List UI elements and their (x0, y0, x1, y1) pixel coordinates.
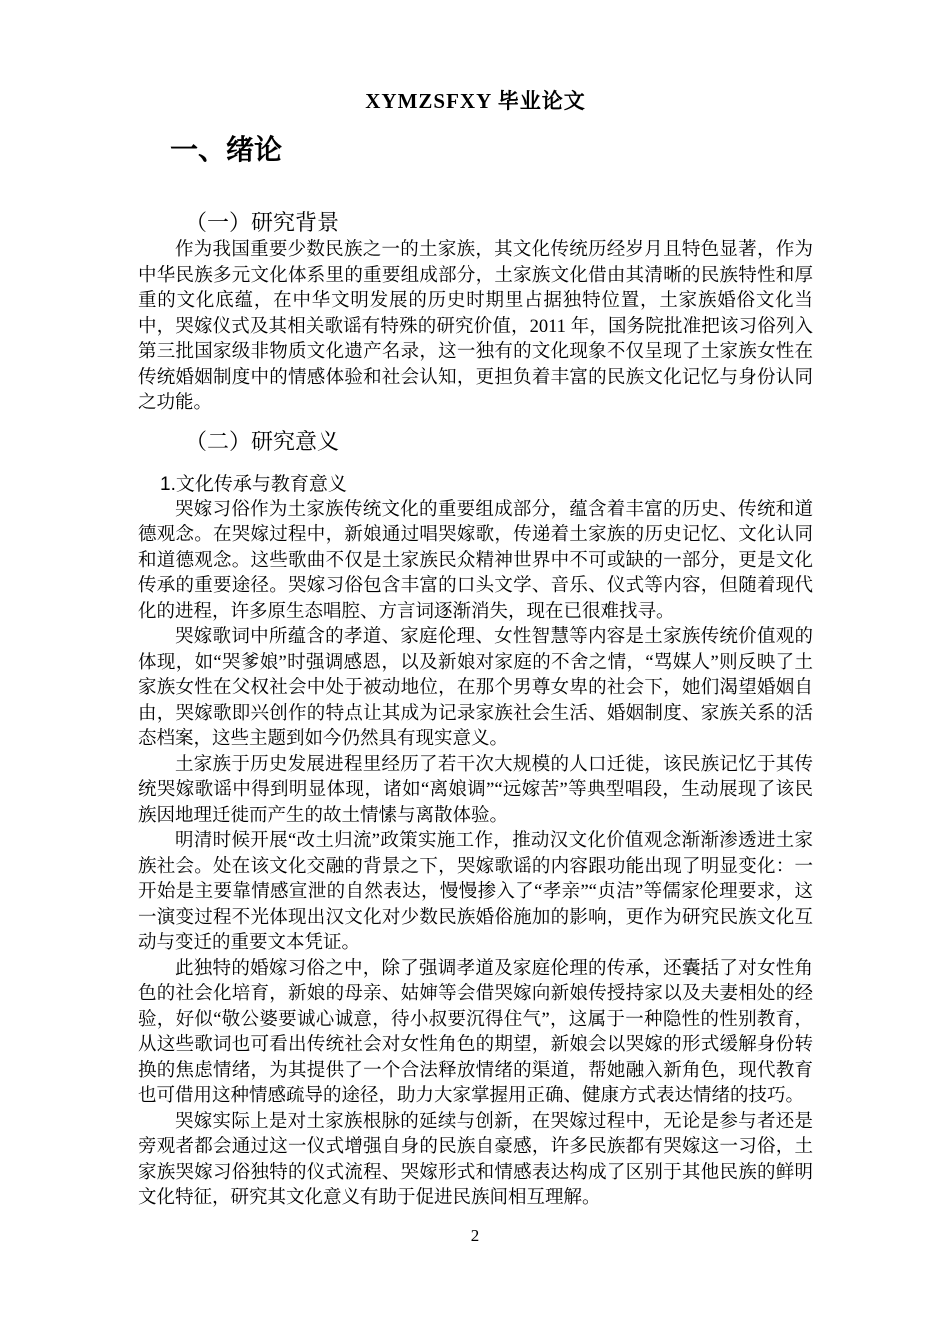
paragraph-ming-qing-policy: 明清时候开展“改土归流”政策实施工作，推动汉文化价值观念渐渐渗透进土家族社会。处在该文化交融的背景之下，哭嫁歌谣的内容跟功能出现了明显变化：一开始是主要靠情感宣泄的自然表达，慢慢掺入了“孝亲”“贞洁”等儒家伦理要求，这一演变过程不光体现出汉文化对少数民族婚俗施加的影响，更作为研究民族文化互动与变迁的重要文本凭证。 (138, 831, 813, 953)
paragraph-ethnic-identity: 哭嫁实际上是对土家族根脉的延续与创新，在哭嫁过程中，无论是参与者还是旁观者都会通过这一仪式增强自身的民族自豪感，许多民族都有哭嫁这一习俗，土家族哭嫁习俗独特的仪式流程、哭嫁形式和情感表达构成了区别于其他民族的鲜明文化特征，研究其文化意义有助于促进民族间相互理解。 (138, 1111, 813, 1208)
section-title-research-background: （一）研究背景 (185, 210, 340, 235)
page-header-text: XYMZSFXY 毕业论文 (365, 89, 586, 113)
page-number: 2 (470, 1226, 480, 1245)
section-title-research-significance: （二）研究意义 (185, 428, 340, 454)
paragraph-custom-overview: 哭嫁习俗作为土家族传统文化的重要组成部分，蕴含着丰富的历史、传统和道德观念。在哭嫁过程中，新娘通过唱哭嫁歌，传递着土家族的历史记忆、文化认同和道德观念。这些歌曲不仅是土家族民众精神世界中不可或缺的一部分，更是文化传承的重要途径。哭嫁习俗包含丰富的口头文学、音乐、仪式等内容，但随着现代化的进程，许多原生态唱腔、方言词逐渐消失，现在已很难找寻。 (138, 499, 813, 622)
paragraph-lyrics-values: 哭嫁歌词中所蕴含的孝道、家庭伦理、女性智慧等内容是土家族传统价值观的体现，如“哭爹娘”时强调感恩，以及新娘对家庭的不舍之情，“骂媒人”则反映了土家族女性在父权社会中处于被动地位，在那个男尊女卑的社会下，她们渴望婚姻自由，哭嫁歌即兴创作的特点让其成为记录家族社会生活、婚姻制度、家族关系的活态档案，这些主题到如今仍然具有现实意义。 (138, 627, 813, 749)
paragraph-research-background: 作为我国重要少数民族之一的土家族，其文化传统历经岁月且特色显著，作为中华民族多元文化体系里的重要组成部分，土家族文化借由其清晰的民族特性和厚重的文化底蕴，在中华文明发展的历史时期里占据独特位置，土家族婚俗文化当中，哭嫁仪式及其相关歌谣有特殊的研究价值，2011 年，国务院批准把该习俗列入第三批国家级非物质文化遗产名录，这一独有的文化现象不仅呈现了土家族女性在传统婚姻制度中的情感体验和社会认知，更担负着丰富的民族文化记忆与身份认同之功能。 (138, 240, 813, 413)
paragraph-female-role-education: 此独特的婚嫁习俗之中，除了强调孝道及家庭伦理的传承，还囊括了对女性角色的社会化培育，新娘的母亲、姑婶等会借哭嫁向新娘传授持家以及夫妻相处的经验，好似“敬公婆要诚心诚意，待小叔要沉得住气”，这属于一种隐性的性别教育，从这些歌词也可看出传统社会对女性角色的期望，新娘会以哭嫁的形式缓解身份转换的焦虑情绪，为其提供了一个合法释放情绪的渠道，帮她融入新角色，现代教育也可借用这种情感疏导的途径，助力大家掌握用正确、健康方式表达情绪的技巧。 (138, 958, 813, 1106)
paragraph-migration-memory: 土家族于历史发展进程里经历了若干次大规模的人口迁徙，该民族记忆于其传统哭嫁歌谣中得到明显体现，诸如“离娘调”“远嫁苦”等典型唱段，生动展现了该民族因地理迁徙而产生的故土情愫与离散体验。 (138, 754, 813, 826)
chapter-title: 一、绪论 (170, 134, 283, 165)
page-header (138, 88, 813, 114)
subsection-title-cultural-inheritance-education: 1.文化传承与教育意义 (160, 473, 347, 495)
